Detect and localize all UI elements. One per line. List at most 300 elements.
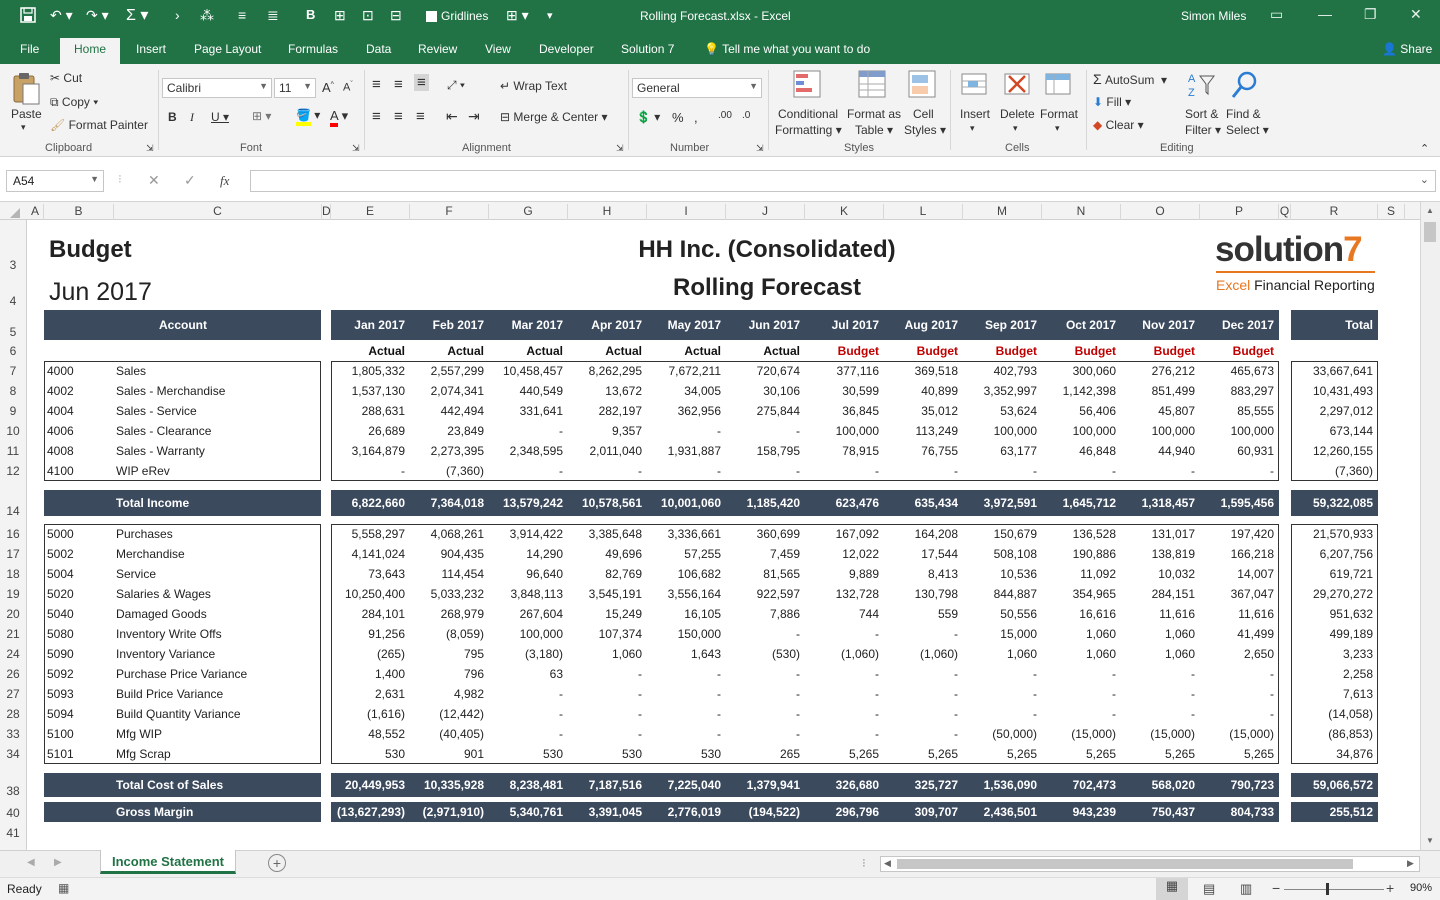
table-cell[interactable]: 197,420 bbox=[1230, 527, 1274, 541]
increase-indent-icon[interactable]: ⇥ bbox=[468, 108, 480, 124]
table-cell[interactable]: (3,180) bbox=[524, 647, 563, 661]
save-icon[interactable] bbox=[20, 7, 36, 26]
row-total[interactable]: 2,258 bbox=[1342, 667, 1373, 681]
number-format-combo[interactable]: General ▼ bbox=[632, 78, 762, 98]
shrink-font-icon[interactable]: $A^ˇ$ bbox=[343, 81, 353, 94]
column-header-o[interactable]: O bbox=[1121, 204, 1200, 220]
tab-insert[interactable]: Insert bbox=[136, 42, 167, 56]
account-code[interactable]: 5004 bbox=[47, 567, 74, 581]
table-cell[interactable]: (15,000) bbox=[1071, 727, 1116, 741]
table-cell[interactable]: - bbox=[717, 707, 721, 721]
row-total[interactable]: 673,144 bbox=[1329, 424, 1373, 438]
table-cell[interactable]: 60,931 bbox=[1237, 444, 1274, 458]
table-cell[interactable]: 1,060 bbox=[1006, 647, 1037, 661]
table-cell[interactable]: 190,886 bbox=[1072, 547, 1116, 561]
column-header-a[interactable]: A bbox=[27, 204, 44, 220]
table-cell[interactable]: 8,262,295 bbox=[588, 364, 642, 378]
month-header[interactable]: May 2017 bbox=[667, 318, 721, 332]
table-cell[interactable]: 63 bbox=[549, 667, 563, 681]
row-header-38[interactable]: 38 bbox=[6, 784, 20, 798]
gross-margin-value[interactable]: 750,437 bbox=[1151, 805, 1195, 819]
account-name[interactable]: Inventory Variance bbox=[116, 647, 216, 661]
total-income-value[interactable]: 1,645,712 bbox=[1062, 496, 1116, 510]
table-cell[interactable]: 30,106 bbox=[763, 384, 800, 398]
macro-record-icon[interactable]: ▦ bbox=[58, 881, 70, 895]
row-total[interactable]: 10,431,493 bbox=[1312, 384, 1373, 398]
table-cell[interactable]: 2,650 bbox=[1243, 647, 1274, 661]
table-cell[interactable]: 288,631 bbox=[361, 404, 405, 418]
cell-styles-icon[interactable] bbox=[908, 70, 938, 100]
table-cell[interactable]: 8,413 bbox=[927, 567, 958, 581]
undo-icon[interactable]: ↶ ▾ bbox=[50, 7, 73, 23]
account-code[interactable]: 4100 bbox=[47, 464, 74, 478]
total-cost-value[interactable]: 568,020 bbox=[1151, 778, 1195, 792]
scroll-right-icon[interactable]: ▶ bbox=[1407, 858, 1414, 868]
table-cell[interactable]: 14,290 bbox=[526, 547, 563, 561]
table-cell[interactable]: 63,177 bbox=[1000, 444, 1037, 458]
account-name[interactable]: Sales - Merchandise bbox=[116, 384, 226, 398]
row-header-9[interactable]: 9 bbox=[9, 404, 17, 418]
table-cell[interactable]: - bbox=[717, 424, 721, 438]
table-cell[interactable]: 107,374 bbox=[598, 627, 642, 641]
total-cost-value[interactable]: 8,238,481 bbox=[509, 778, 563, 792]
table-cell[interactable]: 10,032 bbox=[1158, 567, 1195, 581]
minimize-icon[interactable]: — bbox=[1318, 6, 1332, 22]
table-cell[interactable]: - bbox=[559, 424, 563, 438]
account-name[interactable]: Damaged Goods bbox=[116, 607, 207, 621]
table-cell[interactable]: 100,000 bbox=[993, 424, 1037, 438]
tab-developer[interactable]: Developer bbox=[539, 42, 594, 56]
table-cell[interactable]: - bbox=[875, 687, 879, 701]
account-code[interactable]: 5080 bbox=[47, 627, 74, 641]
table-cell[interactable]: 7,459 bbox=[769, 547, 800, 561]
total-income-value[interactable]: 10,578,561 bbox=[581, 496, 642, 510]
account-name[interactable]: Mfg WIP bbox=[116, 727, 163, 741]
total-income-value[interactable]: 3,972,591 bbox=[983, 496, 1037, 510]
table-cell[interactable]: 377,116 bbox=[836, 364, 879, 378]
table-cell[interactable]: 268,979 bbox=[440, 607, 484, 621]
format-button[interactable]: Format bbox=[1040, 107, 1079, 121]
table-cell[interactable]: 100,000 bbox=[1151, 424, 1195, 438]
gross-margin-value[interactable]: 296,796 bbox=[835, 805, 879, 819]
tab-solution7[interactable]: Solution 7 bbox=[621, 42, 675, 56]
table-cell[interactable]: 844,887 bbox=[993, 587, 1037, 601]
account-code[interactable]: 5000 bbox=[47, 527, 74, 541]
account-name[interactable]: Service bbox=[116, 567, 157, 581]
account-name[interactable]: Sales - Warranty bbox=[116, 444, 205, 458]
account-code[interactable]: 5100 bbox=[47, 727, 74, 741]
gross-margin-total[interactable]: 255,512 bbox=[1329, 805, 1373, 819]
row-header-10[interactable]: 10 bbox=[6, 424, 20, 438]
format-painter-button[interactable]: 🖌 Format Painter bbox=[50, 118, 148, 132]
table-cell[interactable]: 720,674 bbox=[756, 364, 800, 378]
table-cell[interactable]: 1,931,887 bbox=[667, 444, 721, 458]
clear-button[interactable]: ◆ Clear ▾ bbox=[1093, 118, 1144, 132]
tab-page-layout[interactable]: Page Layout bbox=[194, 42, 262, 56]
table-cell[interactable]: 100,000 bbox=[1072, 424, 1116, 438]
table-cell[interactable]: 14,007 bbox=[1237, 567, 1274, 581]
gridlines-checkbox-icon[interactable] bbox=[426, 11, 437, 22]
table-cell[interactable]: - bbox=[401, 464, 405, 478]
wrap-text-button[interactable]: ↵ Wrap Text bbox=[500, 79, 567, 93]
account-code[interactable]: 5092 bbox=[47, 667, 74, 681]
table-cell[interactable]: 3,385,648 bbox=[588, 527, 642, 541]
column-header-r[interactable]: R bbox=[1291, 204, 1378, 220]
column-header-s[interactable]: S bbox=[1378, 204, 1405, 220]
table-cell[interactable]: 106,682 bbox=[677, 567, 721, 581]
ribbon-display-icon[interactable]: ▭ bbox=[1270, 6, 1284, 22]
table-cell[interactable]: - bbox=[1033, 707, 1037, 721]
table-cell[interactable]: 7,886 bbox=[769, 607, 800, 621]
table-cell[interactable]: 56,406 bbox=[1079, 404, 1116, 418]
scroll-up-icon[interactable]: ▲ bbox=[1426, 206, 1434, 215]
type-label[interactable]: Budget bbox=[1153, 344, 1195, 358]
table-cell[interactable]: 284,151 bbox=[1151, 587, 1195, 601]
total-cost-value[interactable]: 7,225,040 bbox=[667, 778, 721, 792]
gross-margin-value[interactable]: (13,627,293) bbox=[336, 805, 405, 819]
row-header-20[interactable]: 20 bbox=[6, 607, 20, 621]
delete-cells-icon[interactable] bbox=[1003, 70, 1033, 100]
row-header-8[interactable]: 8 bbox=[9, 384, 17, 398]
table-cell[interactable]: 100,000 bbox=[1230, 424, 1274, 438]
table-cell[interactable]: 82,769 bbox=[605, 567, 642, 581]
table-cell[interactable]: (530) bbox=[771, 647, 800, 661]
table-cell[interactable]: 9,357 bbox=[611, 424, 642, 438]
gross-margin-value[interactable]: (194,522) bbox=[748, 805, 800, 819]
table-cell[interactable]: 4,141,024 bbox=[351, 547, 405, 561]
table-cell[interactable]: - bbox=[559, 727, 563, 741]
gross-margin-value[interactable]: (2,971,910) bbox=[422, 805, 484, 819]
table-cell[interactable]: - bbox=[796, 464, 800, 478]
total-income-total[interactable]: 59,322,085 bbox=[1312, 496, 1373, 510]
new-sheet-icon[interactable]: + bbox=[268, 854, 286, 872]
border2-qa-icon[interactable]: ⊡ bbox=[362, 7, 374, 23]
table-cell[interactable]: 10,250,400 bbox=[344, 587, 405, 601]
tell-me-box[interactable]: 💡 Tell me what you want to do bbox=[704, 42, 871, 56]
normal-view-icon[interactable]: ▦ bbox=[1156, 878, 1188, 900]
account-name[interactable]: Mfg Scrap bbox=[116, 747, 171, 761]
table-cell[interactable]: - bbox=[875, 667, 879, 681]
table-cell[interactable]: 276,212 bbox=[1151, 364, 1195, 378]
increase-decimal-icon[interactable]: .00 bbox=[718, 110, 732, 121]
table-cell[interactable]: 362,956 bbox=[677, 404, 721, 418]
table-cell[interactable]: - bbox=[1191, 707, 1195, 721]
table-cell[interactable]: 45,807 bbox=[1158, 404, 1195, 418]
table-cell[interactable]: 440,549 bbox=[519, 384, 563, 398]
table-cell[interactable]: 1,060 bbox=[1085, 647, 1116, 661]
insert-button[interactable]: Insert bbox=[960, 107, 991, 121]
table-cell[interactable]: (1,616) bbox=[366, 707, 405, 721]
total-income-value[interactable]: 1,595,456 bbox=[1220, 496, 1274, 510]
table-cell[interactable]: 354,965 bbox=[1072, 587, 1116, 601]
table-cell[interactable]: 851,499 bbox=[1151, 384, 1195, 398]
orientation-icon[interactable]: ⤢ ▾ bbox=[447, 78, 465, 92]
underline-icon[interactable]: U ▾ bbox=[211, 110, 230, 124]
format-as-table-icon[interactable] bbox=[858, 70, 888, 100]
table-cell[interactable]: 4,982 bbox=[453, 687, 484, 701]
type-label[interactable]: Budget bbox=[837, 344, 879, 358]
type-label[interactable]: Budget bbox=[916, 344, 958, 358]
table-cell[interactable]: (50,000) bbox=[992, 727, 1037, 741]
table-cell[interactable]: (265) bbox=[376, 647, 405, 661]
total-income-value[interactable]: 13,579,242 bbox=[502, 496, 563, 510]
table-cell[interactable]: - bbox=[1270, 707, 1274, 721]
table-cell[interactable]: (1,060) bbox=[919, 647, 958, 661]
table-cell[interactable]: 100,000 bbox=[519, 627, 563, 641]
table-cell[interactable]: 1,060 bbox=[611, 647, 642, 661]
table-cell[interactable]: 11,092 bbox=[1080, 567, 1116, 581]
scroll-down-icon[interactable]: ▼ bbox=[1426, 836, 1434, 845]
account-code[interactable]: 4002 bbox=[47, 384, 74, 398]
gross-margin-value[interactable]: 2,436,501 bbox=[983, 805, 1037, 819]
row-header-16[interactable]: 16 bbox=[6, 527, 20, 541]
total-cost-value[interactable]: 7,187,516 bbox=[588, 778, 642, 792]
table-cell[interactable]: 48,552 bbox=[368, 727, 405, 741]
table-cell[interactable]: 96,640 bbox=[526, 567, 563, 581]
type-label[interactable]: Budget bbox=[1074, 344, 1116, 358]
table-cell[interactable]: 53,624 bbox=[1000, 404, 1037, 418]
type-label[interactable]: Actual bbox=[447, 344, 484, 358]
row-header-24[interactable]: 24 bbox=[6, 647, 20, 661]
scroll-left-icon[interactable]: ◀ bbox=[884, 858, 891, 868]
table-cell[interactable]: - bbox=[717, 727, 721, 741]
table-cell[interactable]: 16,616 bbox=[1079, 607, 1116, 621]
table-cell[interactable]: - bbox=[875, 727, 879, 741]
table-cell[interactable]: 922,597 bbox=[756, 587, 800, 601]
table-cell[interactable]: 23,849 bbox=[447, 424, 484, 438]
table-cell[interactable]: 167,092 bbox=[835, 527, 879, 541]
table-cell[interactable]: 136,528 bbox=[1072, 527, 1116, 541]
row-total[interactable]: 619,721 bbox=[1329, 567, 1373, 581]
table-cell[interactable]: 46,848 bbox=[1079, 444, 1116, 458]
close-icon[interactable]: ✕ bbox=[1410, 6, 1422, 22]
type-label[interactable]: Actual bbox=[763, 344, 800, 358]
expand-formula-icon[interactable]: ⌄ bbox=[1419, 174, 1429, 186]
page-layout-view-icon[interactable]: ▤ bbox=[1203, 881, 1216, 896]
account-name[interactable]: Sales - Clearance bbox=[116, 424, 212, 438]
merge-center-button[interactable]: ⊟ Merge & Center ▾ bbox=[500, 110, 608, 124]
table-cell[interactable]: 367,047 bbox=[1230, 587, 1274, 601]
table-cell[interactable]: 5,265 bbox=[1085, 747, 1116, 761]
format-as-table-button[interactable]: Format as bbox=[847, 107, 902, 121]
macro-icon[interactable]: › bbox=[175, 7, 180, 23]
table-cell[interactable]: 9,889 bbox=[848, 567, 879, 581]
table-cell[interactable]: - bbox=[1191, 687, 1195, 701]
column-header-g[interactable]: G bbox=[489, 204, 568, 220]
horizontal-scrollbar[interactable] bbox=[880, 856, 1420, 872]
table-cell[interactable]: - bbox=[954, 667, 958, 681]
tab-split-icon[interactable]: ⁝ bbox=[862, 856, 866, 870]
month-header[interactable]: Jan 2017 bbox=[354, 318, 405, 332]
total-cost-value[interactable]: 790,723 bbox=[1230, 778, 1274, 792]
table-cell[interactable]: - bbox=[1033, 667, 1037, 681]
tab-review[interactable]: Review bbox=[418, 42, 458, 56]
column-header-q[interactable]: Q bbox=[1279, 204, 1290, 218]
table-cell[interactable]: 2,074,341 bbox=[430, 384, 484, 398]
customize-qa-icon[interactable]: ▾ bbox=[547, 10, 553, 22]
account-code[interactable]: 5090 bbox=[47, 647, 74, 661]
total-cost-value[interactable]: 10,335,928 bbox=[423, 778, 484, 792]
table-cell[interactable]: 3,545,191 bbox=[588, 587, 642, 601]
row-header-19[interactable]: 19 bbox=[6, 587, 20, 601]
table-cell[interactable]: 138,819 bbox=[1151, 547, 1195, 561]
column-header-h[interactable]: H bbox=[568, 204, 647, 220]
table-cell[interactable]: - bbox=[796, 667, 800, 681]
redo-icon[interactable]: ↷ ▾ bbox=[86, 7, 109, 23]
table-cell[interactable]: 744 bbox=[858, 607, 879, 621]
table-cell[interactable]: 883,297 bbox=[1230, 384, 1274, 398]
table-cell[interactable]: 50,556 bbox=[1000, 607, 1037, 621]
table-cell[interactable]: 16,105 bbox=[684, 607, 721, 621]
table-cell[interactable]: 530 bbox=[621, 747, 642, 761]
table-cell[interactable]: 40,899 bbox=[921, 384, 958, 398]
grow-font-icon[interactable]: A^ bbox=[322, 80, 334, 95]
table-cell[interactable]: (15,000) bbox=[1150, 727, 1195, 741]
table-cell[interactable]: 3,164,879 bbox=[351, 444, 405, 458]
table-cell[interactable]: 100,000 bbox=[835, 424, 879, 438]
table-cell[interactable]: 901 bbox=[463, 747, 484, 761]
zoom-slider-thumb[interactable] bbox=[1326, 883, 1329, 895]
select-all-icon[interactable] bbox=[10, 208, 20, 218]
column-header-d[interactable]: D bbox=[322, 204, 331, 218]
table-cell[interactable]: 1,643 bbox=[690, 647, 721, 661]
page-break-view-icon[interactable]: ▥ bbox=[1240, 881, 1253, 896]
borders-icon[interactable]: ⊞ ▾ bbox=[252, 109, 272, 123]
table-cell[interactable]: - bbox=[1112, 687, 1116, 701]
month-header[interactable]: Feb 2017 bbox=[432, 318, 484, 332]
table-cell[interactable]: 164,208 bbox=[914, 527, 958, 541]
row-total[interactable]: (14,058) bbox=[1328, 707, 1373, 721]
table-cell[interactable]: 1,060 bbox=[1164, 647, 1195, 661]
table-cell[interactable]: - bbox=[1112, 667, 1116, 681]
month-header[interactable]: Mar 2017 bbox=[511, 318, 563, 332]
type-label[interactable]: Actual bbox=[605, 344, 642, 358]
clipboard-launcher-icon[interactable]: ⇲ bbox=[146, 143, 154, 153]
account-code[interactable]: 4008 bbox=[47, 444, 74, 458]
bold-qa-icon[interactable]: B bbox=[306, 7, 316, 22]
gross-margin-value[interactable]: 3,391,045 bbox=[588, 805, 642, 819]
total-income-value[interactable]: 6,822,660 bbox=[351, 496, 405, 510]
table-cell[interactable]: - bbox=[796, 687, 800, 701]
column-header-k[interactable]: K bbox=[805, 204, 884, 220]
row-header-26[interactable]: 26 bbox=[6, 667, 20, 681]
vertical-scrollbar[interactable] bbox=[1420, 202, 1440, 850]
row-header-5[interactable]: 5 bbox=[9, 325, 17, 339]
alignment-launcher-icon[interactable]: ⇲ bbox=[616, 143, 624, 153]
table-cell[interactable]: - bbox=[954, 627, 958, 641]
total-income-value[interactable]: 10,001,060 bbox=[660, 496, 721, 510]
row-total[interactable]: (7,360) bbox=[1334, 464, 1373, 478]
delete-button[interactable]: Delete bbox=[1000, 107, 1035, 121]
tab-view[interactable]: View bbox=[485, 42, 511, 56]
table-cell[interactable]: 796 bbox=[463, 667, 484, 681]
border-qa-icon[interactable]: ⊞ bbox=[334, 7, 346, 23]
prev-sheet-icon[interactable]: ◀ bbox=[27, 857, 35, 868]
restore-icon[interactable]: ❐ bbox=[1364, 6, 1377, 22]
table-cell[interactable]: 15,000 bbox=[1000, 627, 1037, 641]
column-header-f[interactable]: F bbox=[410, 204, 489, 220]
table-cell[interactable]: 91,256 bbox=[368, 627, 405, 641]
type-label[interactable]: Budget bbox=[995, 344, 1037, 358]
conditional-formatting-icon[interactable] bbox=[793, 70, 823, 100]
font-size-combo[interactable]: 11 ▼ bbox=[274, 78, 316, 98]
table-cell[interactable]: (1,060) bbox=[840, 647, 879, 661]
table-cell[interactable]: - bbox=[559, 687, 563, 701]
table-cell[interactable]: 2,273,395 bbox=[430, 444, 484, 458]
align-left-qa-icon[interactable]: ≡ bbox=[238, 7, 247, 23]
row-header-17[interactable]: 17 bbox=[6, 547, 20, 561]
table-cell[interactable]: - bbox=[875, 464, 879, 478]
row-total[interactable]: 2,297,012 bbox=[1319, 404, 1373, 418]
table-cell[interactable]: - bbox=[717, 687, 721, 701]
table-cell[interactable]: 41,499 bbox=[1237, 627, 1274, 641]
horizontal-scroll-thumb[interactable] bbox=[897, 859, 1353, 869]
row-total[interactable]: 951,632 bbox=[1329, 607, 1373, 621]
autosum-button[interactable]: Σ AutoSum ▾ bbox=[1093, 71, 1168, 87]
table-cell[interactable]: 300,060 bbox=[1072, 364, 1116, 378]
table-cell[interactable]: 34,005 bbox=[684, 384, 721, 398]
comma-icon[interactable]: , bbox=[694, 110, 698, 125]
gross-margin-value[interactable]: 804,733 bbox=[1230, 805, 1274, 819]
table-cell[interactable]: - bbox=[638, 667, 642, 681]
table-cell[interactable]: 7,672,211 bbox=[668, 364, 721, 378]
align-left-icon[interactable]: ≡ bbox=[372, 108, 381, 125]
zoom-level[interactable]: 90% bbox=[1410, 882, 1433, 894]
table-cell[interactable]: 10,458,457 bbox=[502, 364, 563, 378]
table-cell[interactable]: 275,844 bbox=[756, 404, 800, 418]
table-cell[interactable]: 5,265 bbox=[927, 747, 958, 761]
font-launcher-icon[interactable]: ⇲ bbox=[352, 143, 360, 153]
type-label[interactable]: Actual bbox=[684, 344, 721, 358]
table-cell[interactable]: 465,673 bbox=[1230, 364, 1274, 378]
account-code[interactable]: 5094 bbox=[47, 707, 74, 721]
row-header-11[interactable]: 11 bbox=[6, 444, 20, 458]
gross-margin-value[interactable]: 2,776,019 bbox=[667, 805, 721, 819]
share-button[interactable]: 👤 Share bbox=[1382, 42, 1433, 56]
table-cell[interactable]: 13,672 bbox=[605, 384, 642, 398]
cell-styles-button[interactable]: Cell bbox=[913, 107, 934, 121]
insert-dropdown-icon[interactable]: ▾ bbox=[970, 123, 975, 133]
paste-icon[interactable] bbox=[11, 72, 41, 102]
row-total[interactable]: 29,270,272 bbox=[1312, 587, 1373, 601]
table-cell[interactable]: 3,848,113 bbox=[510, 587, 563, 601]
fill-color-icon[interactable]: 🪣 ▾ bbox=[296, 108, 320, 122]
gridlines-toggle[interactable]: Gridlines bbox=[426, 9, 488, 23]
total-income-value[interactable]: 7,364,018 bbox=[430, 496, 484, 510]
table-cell[interactable]: 1,060 bbox=[1085, 627, 1116, 641]
zoom-in-icon[interactable]: + bbox=[1386, 880, 1395, 896]
paste-button[interactable]: Paste bbox=[11, 107, 42, 121]
table-cell[interactable]: 81,565 bbox=[763, 567, 800, 581]
account-name[interactable]: Salaries & Wages bbox=[116, 587, 211, 601]
total-income-value[interactable]: 1,185,420 bbox=[746, 496, 800, 510]
table-cell[interactable]: 158,795 bbox=[756, 444, 800, 458]
decrease-decimal-icon[interactable]: .0 bbox=[742, 110, 751, 121]
format-cells-icon[interactable] bbox=[1044, 70, 1074, 100]
total-cost-value[interactable]: 1,536,090 bbox=[983, 778, 1037, 792]
table-cell[interactable]: - bbox=[875, 707, 879, 721]
month-header[interactable]: Nov 2017 bbox=[1142, 318, 1195, 332]
table-cell[interactable]: 3,914,422 bbox=[509, 527, 563, 541]
column-header-b[interactable]: B bbox=[44, 204, 114, 220]
row-header-33[interactable]: 33 bbox=[6, 727, 20, 741]
name-box[interactable]: A54 ▼ bbox=[6, 170, 104, 192]
table-cell[interactable]: 5,265 bbox=[1243, 747, 1274, 761]
table-cell[interactable]: - bbox=[875, 627, 879, 641]
month-header[interactable]: Aug 2017 bbox=[904, 318, 958, 332]
total-cost-value[interactable]: 325,727 bbox=[914, 778, 958, 792]
table-cell[interactable]: 904,435 bbox=[440, 547, 484, 561]
